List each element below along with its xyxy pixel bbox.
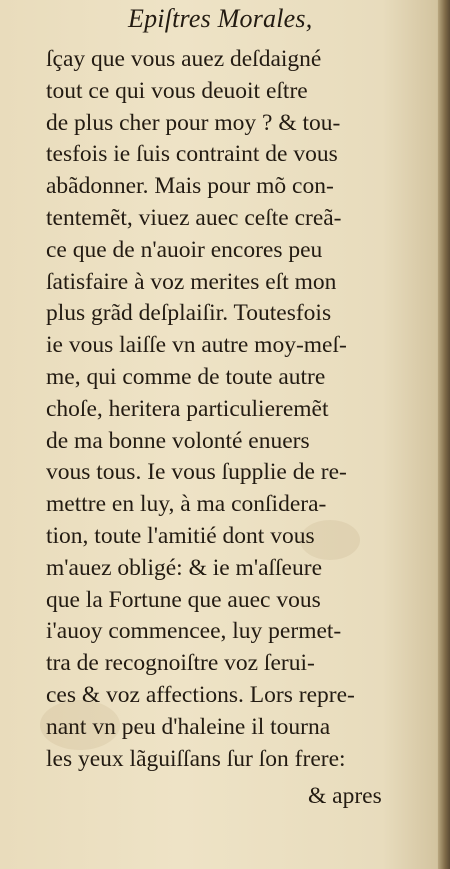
- text-line: nant vn peu d'haleine il tourna: [46, 713, 331, 740]
- text-line: de ma bonne volonté enuers: [46, 427, 310, 454]
- text-line: tra de recognoiſtre voz ſerui-: [46, 650, 315, 677]
- text-line: ſçay que vous auez deſdaigné: [46, 46, 322, 72]
- text-line: abãdonner. Mais pour mõ con-: [46, 173, 334, 200]
- running-head: Epiſtres Morales,: [128, 4, 313, 33]
- text-line: ie vous laiſſe vn autre moy-meſ-: [46, 332, 347, 359]
- text-line: tesfois ie ſuis contraint de vous: [46, 141, 338, 168]
- text-line: choſe, heritera particulieremẽt: [46, 395, 329, 422]
- text-line: vous tous. Ie vous ſupplie de re-: [46, 459, 347, 486]
- text-line: ces & voz affections. Lors repre-: [46, 681, 355, 708]
- text-line: ce que de n'auoir encores peu: [46, 236, 323, 263]
- text-line: plus grãd deſplaiſir. Toutesfois: [46, 300, 332, 327]
- text-line: tout ce qui vous deuoit eſtre: [46, 77, 308, 104]
- text-line: tion, toute l'amitié dont vous: [46, 522, 315, 549]
- text-line: de plus cher pour moy ? & tou-: [46, 109, 341, 136]
- text-line: ſatisfaire à voz merites eſt mon: [46, 268, 337, 295]
- catchword: & apres: [308, 783, 382, 809]
- text-line: m'auez obligé: & ie m'aſſeure: [46, 554, 322, 581]
- body-text: [46, 44, 422, 775]
- page-edge: [438, 0, 450, 869]
- text-line: i'auoy commencee, luy permet-: [46, 618, 342, 645]
- text-line: les yeux lãguiſſans ſur ſon frere:: [46, 745, 346, 772]
- text-line: mettre en luy, à ma conſidera-: [46, 491, 327, 518]
- text-line: tentemẽt, viuez auec ceſte creã-: [46, 204, 342, 231]
- text-line: que la Fortune que auec vous: [46, 586, 321, 613]
- text-line: me, qui comme de toute autre: [46, 363, 326, 390]
